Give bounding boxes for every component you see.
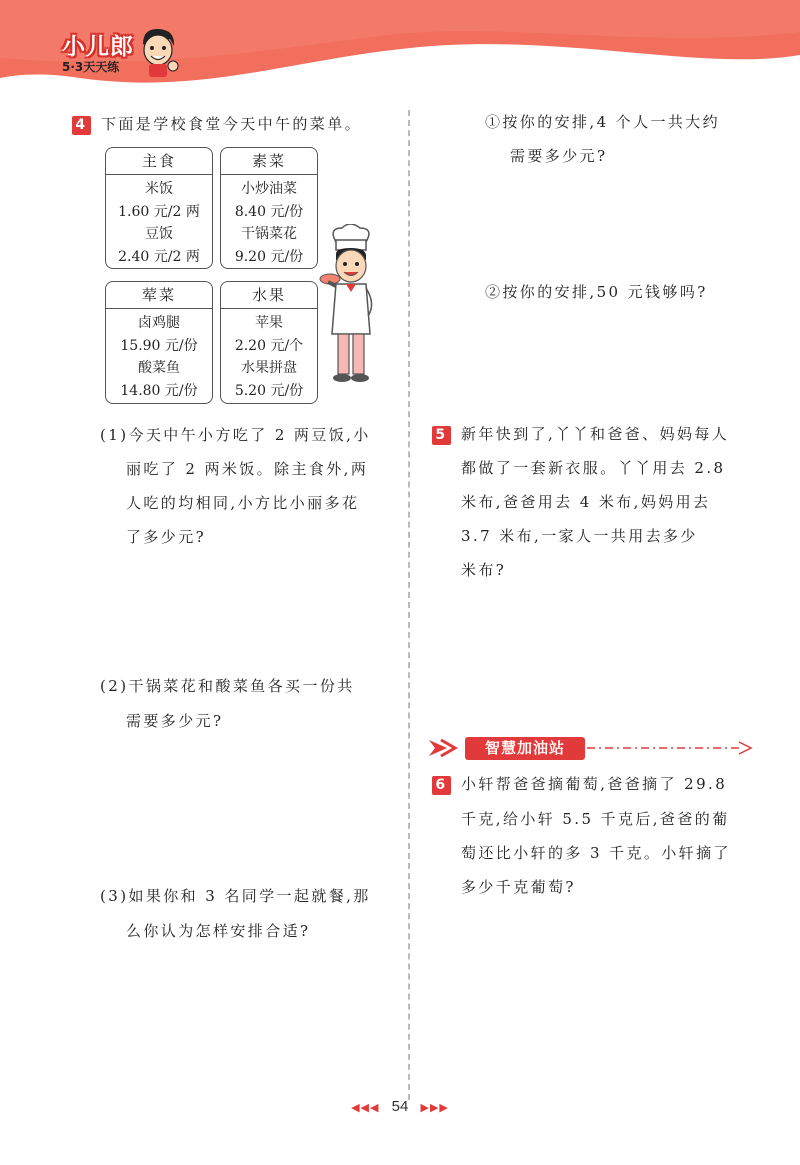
menu-title-veg: 素菜 <box>221 148 317 175</box>
menu-item: 米饭 <box>145 181 173 197</box>
menu-price: 1.60 元/2 两 <box>118 203 200 220</box>
menu-title-staple: 主食 <box>106 148 212 175</box>
q4-sub3a-line: 需要多少元? <box>510 147 608 165</box>
q4-heading <box>72 113 362 135</box>
q5-line: 5 新年快到了,丫丫和爸爸、妈妈每人 <box>432 423 729 445</box>
page-number: 54 <box>391 1098 409 1115</box>
logo-title: 小儿郎 <box>62 34 134 60</box>
q5-line: 3.7 米布,一家人一共用去多少 <box>461 527 698 545</box>
q5-line: 都做了一套新衣服。丫丫用去 2.8 <box>461 459 726 477</box>
q6-number: 6 <box>432 776 451 795</box>
menu-item: 卤鸡腿 <box>138 315 180 331</box>
menu-price: 15.90 元/份 <box>120 337 198 354</box>
q4-sub3-line: (3)如果你和 3 名同学一起就餐,那 <box>100 887 371 905</box>
q4-intro: 下面是学校食堂今天中午的菜单。 <box>101 115 363 133</box>
q4-sub2-line: (2)干锅菜花和酸菜鱼各买一份共 <box>100 677 355 695</box>
chef-illustration <box>318 224 384 386</box>
q4-sub3-line: 么你认为怎样安排合适? <box>126 922 311 940</box>
menu-price: 9.20 元/份 <box>234 248 304 265</box>
menu-title-meat: 荤菜 <box>106 282 212 309</box>
q6-line: 多少千克葡萄? <box>461 878 576 896</box>
q4-sub3a-line: ①按你的安排,4 个人一共大约 <box>485 113 721 131</box>
q6-line: 萄还比小轩的多 3 千克。小轩摘了 <box>461 844 731 862</box>
menu-price: 14.80 元/份 <box>120 382 198 399</box>
prev-arrows-icon: ◀◀◀ <box>351 1101 380 1114</box>
menu-item: 苹果 <box>255 315 283 331</box>
mascot-boy-icon <box>137 26 179 78</box>
menu-item: 干锅菜花 <box>241 226 297 242</box>
menu-item: 豆饭 <box>145 226 173 242</box>
q4-sub3b-line: ②按你的安排,50 元钱够吗? <box>485 283 708 301</box>
menu-box-meat <box>105 281 213 404</box>
q5-line: 米布? <box>461 561 507 579</box>
page-footer <box>0 1098 800 1115</box>
menu-price: 8.40 元/份 <box>234 203 304 220</box>
q6-line: 6 小轩帮爸爸摘葡萄,爸爸摘了 29.8 <box>432 773 727 795</box>
menu-box-veg <box>220 147 318 269</box>
column-divider <box>408 110 410 1100</box>
menu-item: 水果拼盘 <box>241 360 297 376</box>
menu-title-fruit: 水果 <box>221 282 317 309</box>
q4-number: 4 <box>72 116 91 135</box>
q4-sub1-line: 人吃的均相同,小方比小丽多花 <box>126 494 360 512</box>
logo-subtitle: 5·3天天练 <box>62 60 120 74</box>
next-arrows-icon: ▶▶▶ <box>420 1101 449 1114</box>
q5-line: 米布,爸爸用去 4 米布,妈妈用去 <box>461 493 711 511</box>
menu-box-fruit <box>220 281 318 404</box>
q5-number: 5 <box>432 426 451 445</box>
q4-sub1-line: 丽吃了 2 两米饭。除主食外,两 <box>126 460 369 478</box>
menu-price: 2.20 元/个 <box>234 337 304 354</box>
menu-item: 酸菜鱼 <box>138 360 180 376</box>
bonus-banner-label: 智慧加油站 <box>465 737 585 760</box>
q4-sub1-line: 了多少元? <box>126 528 207 546</box>
menu-price: 2.40 元/2 两 <box>118 248 200 265</box>
q6-line: 千克,给小轩 5.5 千克后,爸爸的葡 <box>461 810 730 828</box>
menu-price: 5.20 元/份 <box>234 382 304 399</box>
menu-item: 小炒油菜 <box>241 181 297 197</box>
q4-sub2-line: 需要多少元? <box>126 712 224 730</box>
q4-sub1-line: (1)今天中午小方吃了 2 两豆饭,小 <box>100 426 371 444</box>
menu-box-staple <box>105 147 213 269</box>
